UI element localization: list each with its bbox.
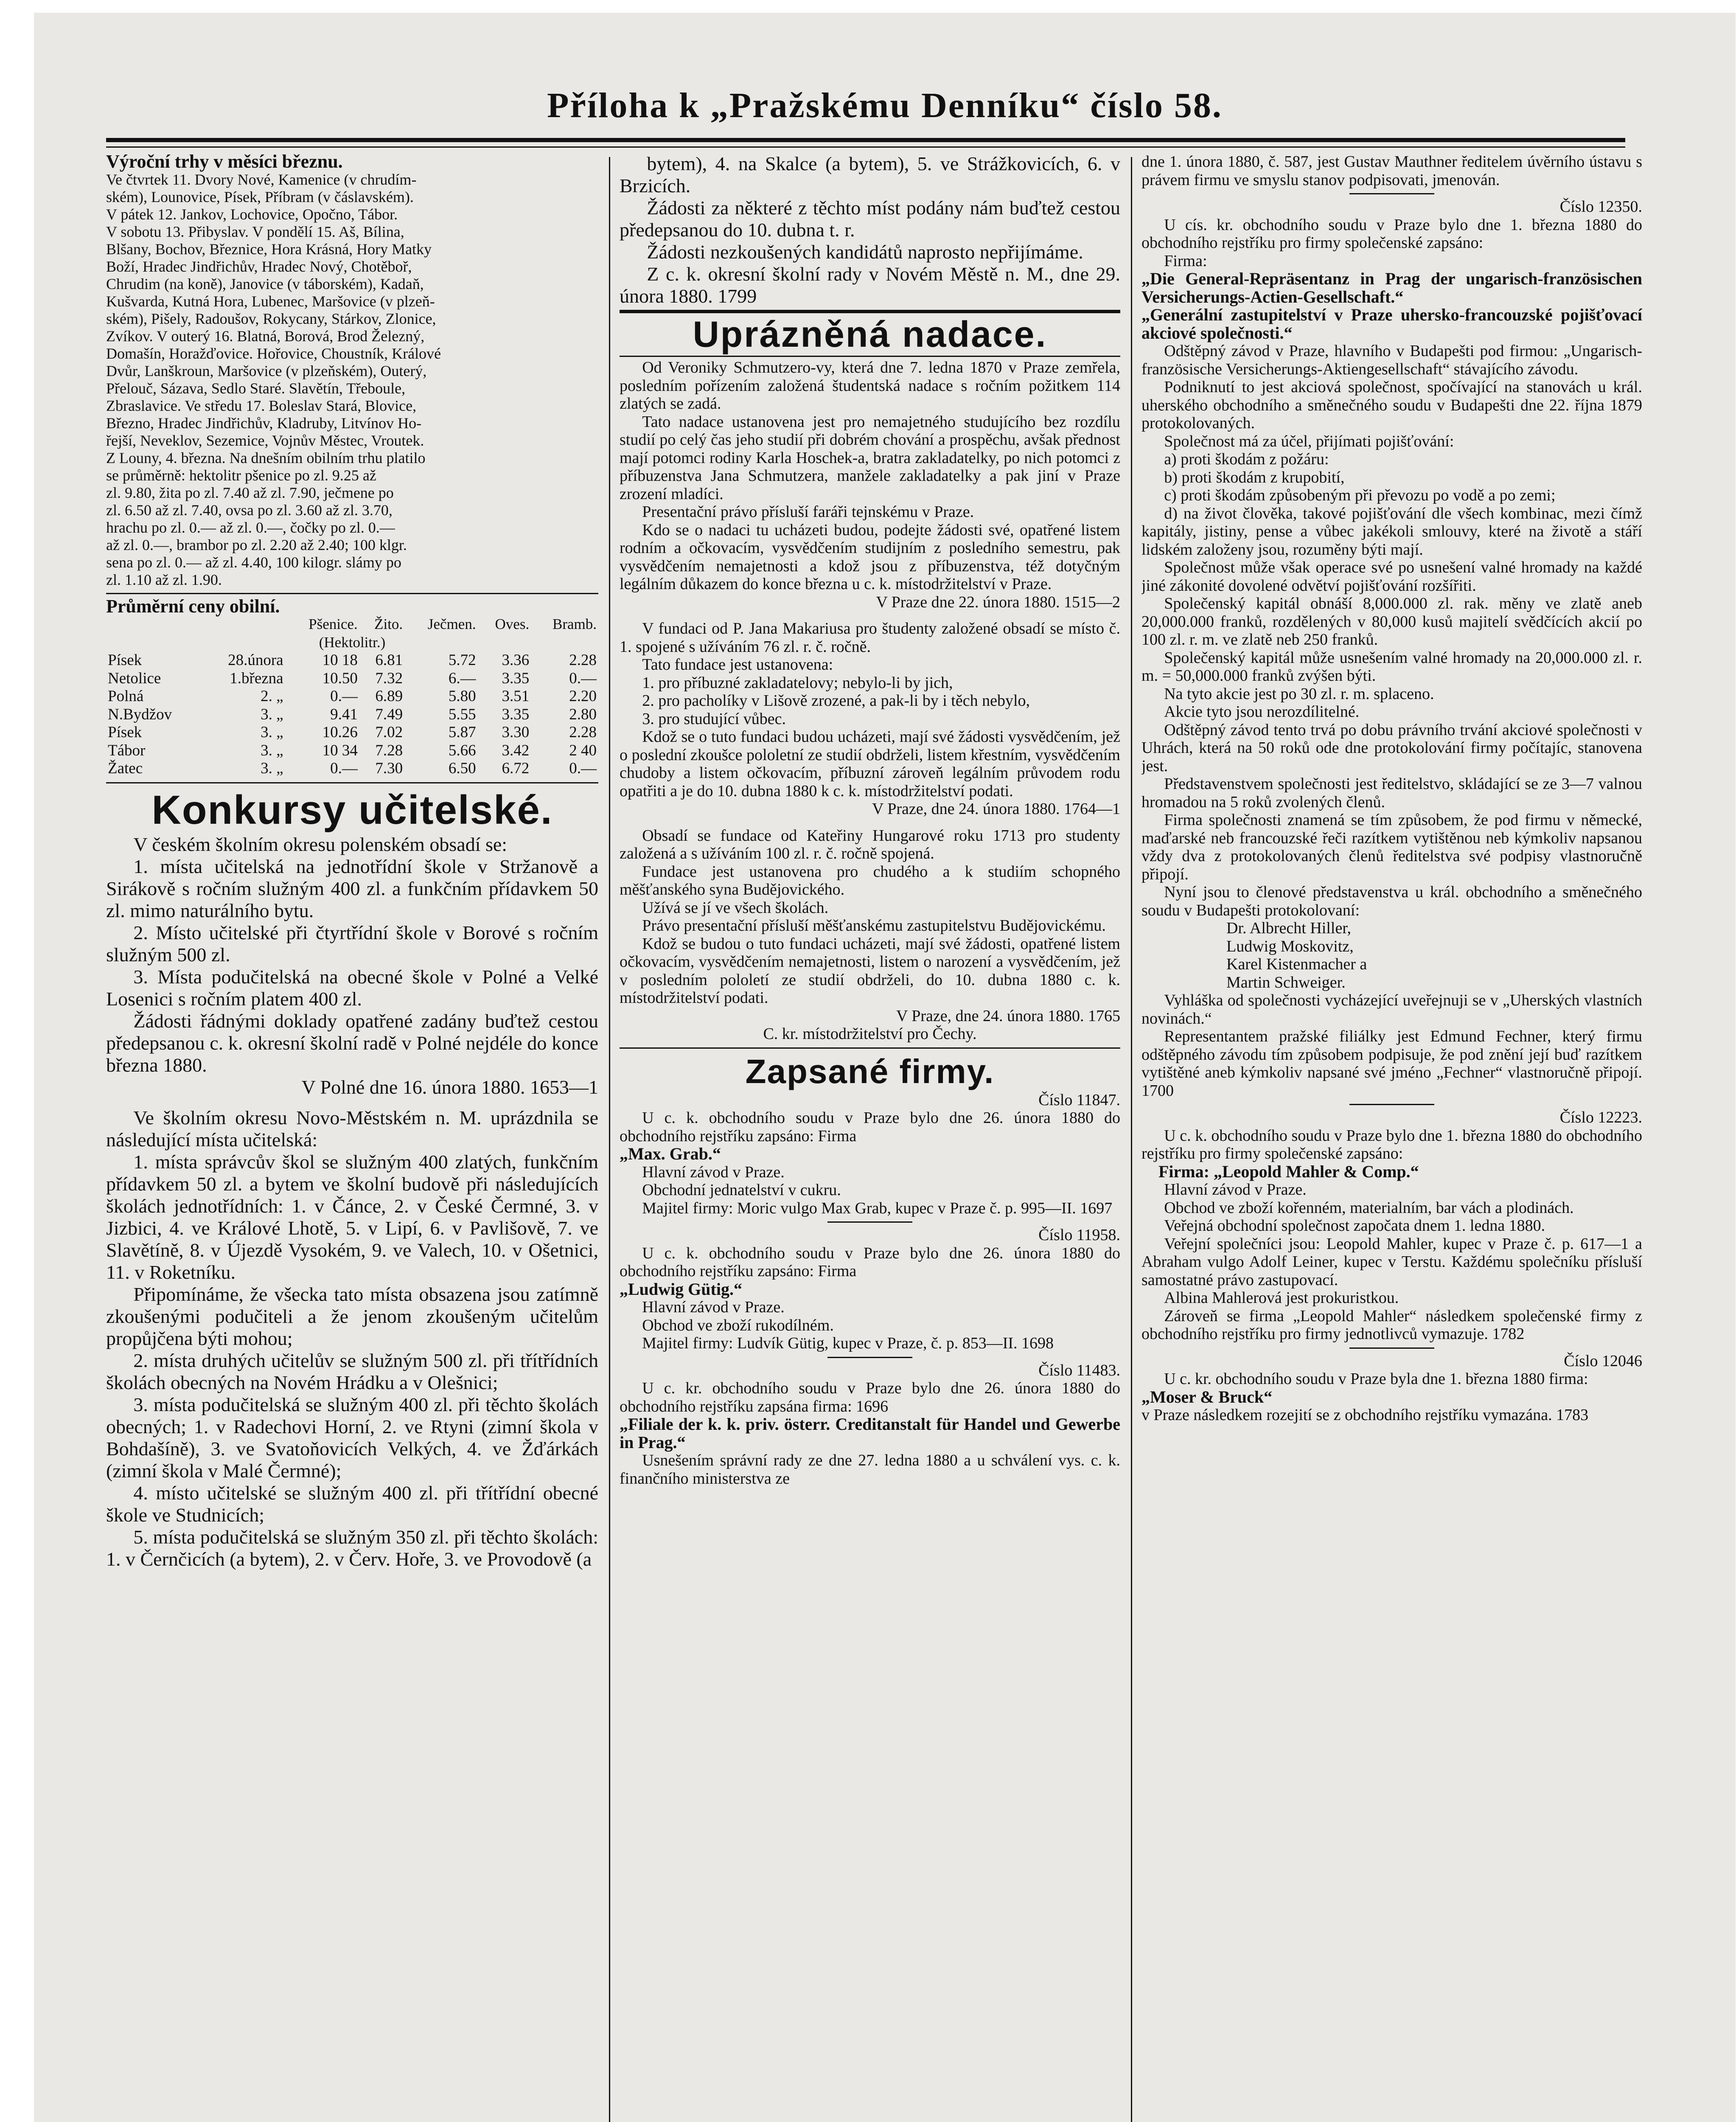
firm-name: „Ludwig Gütig.“ bbox=[620, 1279, 742, 1299]
paragraph: Představenstvem společnosti jest ředitelstvo, skládající se ze 3—7 valnou hromadou na 5 roků zvolených členů. bbox=[1141, 775, 1642, 811]
price-cell: 10.26 bbox=[322, 724, 358, 741]
masthead: Příloha k „Pražskému Denníku“ číslo 58. bbox=[547, 86, 1223, 125]
paragraph: v Praze následkem rozejití se z obchodního rejstříku vymazána. 1783 bbox=[1141, 1406, 1589, 1424]
paragraph: c) proti škodám způsobeným při převozu po vodě a po zemi; bbox=[1164, 486, 1556, 504]
paragraph: Kdož se budou o tuto fundaci ucházeti, mají své žádosti, opatřené listem očkovacím, vysvědčením nemajetnosti, listem o narození a vysvědčením, jež v posledním pololetí ze studií obdrželi, do 10. dubna 1880 c. k. místodržitelství podati. bbox=[620, 935, 1120, 1007]
nadace-title: Uprázněná nadace. bbox=[620, 310, 1120, 357]
paragraph: Vyhláška od společnosti vycházející uveřejnuji se v „Uherských vlastních novinách.“ bbox=[1141, 991, 1642, 1027]
paragraph: Hlavní závod v Praze. bbox=[642, 1163, 785, 1181]
column-divider bbox=[1131, 157, 1132, 2122]
paragraph: Firma společnosti znamená se tím způsobem, že pod firmu v německé, maďarské neb francouzské řeči razítkem vytištěnou neb kýmkoliv napsanou vždy dva z protokolovaných členů ředitelstva své podpisy vlastnoručně připojí. bbox=[1141, 811, 1642, 883]
column-2 bbox=[620, 153, 1120, 1488]
price-cell: 0.— bbox=[569, 669, 597, 687]
column-divider bbox=[609, 157, 610, 2122]
paragraph: Od Veroniky Schmutzero-vy, která dne 7. ledna 1870 v Praze zemřela, posledním pořízením založená študentská nadace s ročním požitkem 114 zlatých se zadá. bbox=[620, 359, 1120, 413]
masthead-rule-thin bbox=[106, 146, 1625, 148]
paragraph: dne 1. února 1880, č. 587, jest Gustav Mauthner ředitelem úvěrního ústavu s právem firmu ve smyslu stanov podpisovati, jmenován. bbox=[1141, 153, 1642, 189]
nadace-hungar-sign: V Praze, dne 24. února 1880. 1765 bbox=[896, 1007, 1120, 1025]
paragraph: Fundace jest ustanovena pro chudého a k studiím schopného měšťanského syna Budějovického. bbox=[620, 862, 1120, 898]
price-cell: 2.20 bbox=[569, 688, 597, 705]
market-line: Ve čtvrtek 11. Dvory Nové, Kamenice (v chrudím- bbox=[106, 171, 417, 188]
paragraph: Usnešením správní rady ze dne 27. ledna 1880 a u schválení vys. c. k. finančního ministerstva ze bbox=[620, 1451, 1120, 1488]
paragraph: 5. místa podučitelská se služným 350 zl. při těchto školách: 1. v Černčicích (a bytem), 2. v Červ. Hoře, 3. ve Provodově (a bbox=[106, 1526, 598, 1570]
creditanstalt-continuation bbox=[1141, 153, 1642, 189]
paragraph: U c. kr. obchodního soudu v Praze byla dne 1. března 1880 firma: bbox=[1164, 1370, 1588, 1388]
firm-name: Firma: „Leopold Mahler & Comp.“ bbox=[1158, 1162, 1419, 1181]
firm-entry-text bbox=[1141, 216, 1642, 270]
price-cell: 10 18 bbox=[322, 651, 358, 669]
firm-name-czech: „Generální zastupitelství v Praze uhersko-francouzské pojišťovací akciové společnosti.“ bbox=[1141, 305, 1642, 342]
price-table-header bbox=[106, 615, 598, 634]
price-row bbox=[106, 651, 598, 670]
price-column-header bbox=[106, 615, 202, 634]
board-member: Martin Schweiger. bbox=[1226, 973, 1346, 991]
paragraph: Firma: bbox=[1164, 252, 1207, 270]
price-cell: Písek bbox=[108, 724, 142, 741]
price-cell: 3.30 bbox=[502, 724, 530, 741]
paragraph: Společnost má za účel, přijímati pojišťování: bbox=[1164, 432, 1454, 450]
firmy-title: Zapsané firmy. bbox=[745, 1052, 995, 1090]
firm-number: Číslo 11847. bbox=[1038, 1091, 1120, 1109]
price-row bbox=[106, 724, 598, 742]
firm-entry-details bbox=[620, 1163, 1120, 1218]
market-line: Blšany, Bochov, Březnice, Hora Krásná, Hory Matky bbox=[106, 240, 432, 258]
konkursy-polna bbox=[106, 834, 598, 1076]
nadace-hungar bbox=[620, 827, 1120, 1007]
price-cell: 0.— bbox=[330, 760, 358, 777]
price-column-header: Žito. bbox=[374, 616, 403, 632]
market-line: Zvíkov. V outerý 16. Blatná, Borová, Brod Železný, bbox=[106, 327, 425, 345]
paragraph: Kdo se o nadaci tu ucházeti budou, podejte žádosti své, opatřené listem rodním a očkovacím, vysvědčením studijním z posledního semestru, pak vysvědčením nemajetnosti a kdož jsou z příbuzenstva, též dotyčným legálním důkazem do konce března u c. k. místodržitelství v Praze. bbox=[620, 521, 1120, 593]
firm-number: Číslo 12223. bbox=[1559, 1109, 1642, 1126]
firm-entry-text bbox=[620, 1379, 1120, 1415]
konkurs-continuation bbox=[620, 153, 1120, 263]
market-line: ském), Pišely, Radoušov, Rokycany, Stárkov, Zlonice, bbox=[106, 310, 436, 327]
paragraph: U cís. kr. obchodního soudu v Praze bylo dne 1. března 1880 do obchodního rejstříku pro firmy společenské zapsáno: bbox=[1141, 216, 1642, 252]
firm-entry-tail bbox=[1141, 991, 1642, 1100]
price-cell: 2.28 bbox=[569, 651, 597, 669]
nadace-makarius-sign: V Praze, dne 24. února 1880. 1764—1 bbox=[872, 800, 1120, 818]
price-cell: 3. „ bbox=[261, 741, 283, 759]
paragraph: V fundaci od P. Jana Makariusa pro študenty založené obsadí se místo č. 1. spojené s užíváním 76 zl. r. č. ročně. bbox=[620, 620, 1120, 656]
market-line: zl. 1.10 až zl. 1.90. bbox=[106, 571, 222, 588]
price-cell: Netolice bbox=[108, 669, 161, 687]
paragraph: b) proti škodám z krupobití, bbox=[1164, 468, 1345, 486]
paragraph: Podniknutí to jest akciová společnost, spočívající na stanovách u král. uherského obchodního a směnečného soudu v Budapešti dne 22. října 1879 protokolovaných. bbox=[1141, 378, 1642, 432]
price-cell: 1.března bbox=[230, 669, 283, 687]
nadace-schmutzer-sign: V Praze dne 22. února 1880. 1515—2 bbox=[876, 593, 1120, 611]
price-cell: 2 40 bbox=[569, 741, 597, 759]
market-line: Přelouč, Sázava, Sedlo Staré. Slavětín, Třeboule, bbox=[106, 379, 406, 397]
paragraph: Ve školním okresu Novo-Městském n. M. uprázdnila se následující místa učitelská: bbox=[106, 1106, 598, 1151]
paragraph: Obchod ve zboží rukodílném. bbox=[642, 1316, 834, 1334]
price-cell: 5.87 bbox=[448, 724, 476, 741]
paragraph: 2. pro pacholíky v Lišově zrozené, a pak-li by i těch nebylo, bbox=[642, 692, 1030, 710]
paragraph: a) proti škodám z požáru: bbox=[1164, 450, 1329, 468]
market-line: sena po zl. 0.— až zl. 4.40, 100 kilogr. slámy po bbox=[106, 553, 401, 571]
price-column-header bbox=[202, 615, 285, 634]
firm-entry-details bbox=[1141, 1181, 1642, 1343]
price-cell: 3.36 bbox=[502, 651, 530, 669]
price-cell: 6.72 bbox=[502, 760, 530, 777]
price-cell: 2.28 bbox=[569, 724, 597, 741]
paragraph: Žádosti za některé z těchto míst podány nám buďtež cestou předepsanou do 10. dubna t. r. bbox=[620, 197, 1120, 241]
price-cell: 7.02 bbox=[375, 724, 403, 741]
konkursy-polna-sign: V Polné dne 16. února 1880. 1653—1 bbox=[301, 1076, 598, 1098]
paragraph: U c. k. obchodního soudu v Praze bylo dne 26. února 1880 do obchodního rejstříku zapsáno: Firma bbox=[620, 1109, 1120, 1145]
price-cell: 2. „ bbox=[261, 688, 283, 705]
price-cell: 28.února bbox=[228, 651, 283, 669]
paragraph: bytem), 4. na Skalce (a bytem), 5. ve Strážkovicích, 6. v Brzicích. bbox=[620, 153, 1120, 196]
nadace-schmutzer bbox=[620, 359, 1120, 593]
paragraph: Majitel firmy: Ludvík Gütig, kupec v Praze, č. p. 853—II. 1698 bbox=[642, 1334, 1054, 1352]
market-line: hrachu po zl. 0.— až zl. 0.—, čočky po zl. 0.— bbox=[106, 519, 395, 536]
price-cell: Žatec bbox=[108, 760, 143, 777]
market-line: Chrudim (na koně), Janovice (v táborském), Kadaň, bbox=[106, 275, 424, 292]
price-cell: 6.— bbox=[448, 669, 476, 687]
market-line: Březno, Hradec Jindřichův, Kladruby, Litvínov Ho- bbox=[106, 414, 422, 432]
paragraph: Presentační právo přísluší faráři tejnskému v Praze. bbox=[642, 503, 974, 521]
market-line: Zbraslavice. Ve středu 17. Boleslav Stará, Blovice, bbox=[106, 397, 417, 414]
price-row bbox=[106, 688, 598, 706]
paragraph: U c. kr. obchodního soudu v Praze bylo dne 26. února 1880 do obchodního rejstříku zapsána firma: 1696 bbox=[620, 1379, 1120, 1415]
price-row bbox=[106, 670, 598, 688]
market-line: ském), Lounovice, Písek, Příbram (v čáslavském). bbox=[106, 188, 414, 205]
paragraph: 1. pro příbuzné zakladatelovy; nebylo-li by jich, bbox=[642, 674, 953, 692]
firm-name-german: „Die General-Repräsentanz in Prag der ungarisch-französischen Versicherungs-Actien-Gesellschaft.“ bbox=[1141, 269, 1642, 306]
price-cell: 3.42 bbox=[502, 741, 530, 759]
konkurs-sign: Z c. k. okresní školní rady v Novém Městě n. M., dne 29. února 1880. 1799 bbox=[620, 263, 1120, 307]
market-line: Domašín, Horažďovice. Hořovice, Choustník, Králové bbox=[106, 345, 441, 362]
price-cell: 7.49 bbox=[375, 705, 403, 723]
market-title: Výroční trhy v měsíci březnu. bbox=[106, 153, 343, 172]
price-column-header: Ječmen. bbox=[427, 616, 476, 632]
price-row bbox=[106, 706, 598, 724]
price-cell: 5.55 bbox=[448, 705, 476, 723]
market-line: Dvůr, Lanškroun, Maršovice (v plzeňském), Outerý, bbox=[106, 362, 427, 379]
market-report bbox=[106, 171, 598, 589]
board-member: Dr. Albrecht Hiller, bbox=[1226, 919, 1351, 937]
market-line: až zl. 0.—, brambor po zl. 2.20 až 2.40; 100 klgr. bbox=[106, 536, 407, 553]
firm-number: Číslo 11483. bbox=[1038, 1361, 1120, 1379]
paragraph: Tato nadace ustanovena jest pro nemajetného studujícího bez rozdílu studií po celý čas jeho studií při dobrém chování a prospěchu, avšak přednost mají potomci rodiny Karla Hoschek-a, bratra zakladatelky, po nich potomci z příbuzenstva Jana Schmutzera, manžele zakladatelky a pak jiní v Praze zrození mladíci. bbox=[620, 413, 1120, 503]
paragraph: 2. Místo učitelské při čtyrtřídní škole v Borové s ročním služným 500 zl. bbox=[106, 921, 598, 966]
paragraph: Užívá se jí ve všech školách. bbox=[642, 898, 829, 917]
price-cell: 3. „ bbox=[261, 724, 283, 741]
prices-title: Průměrní ceny obilní. bbox=[106, 595, 280, 617]
market-line: V sobotu 13. Přibyslav. V pondělí 15. Aš, Bílina, bbox=[106, 223, 404, 240]
paragraph: Hlavní závod v Praze. bbox=[642, 1298, 785, 1316]
market-line: Kušvarda, Kutná Hora, Lubenec, Maršovice (v plzeň- bbox=[106, 292, 435, 310]
firm-number: Číslo 12350. bbox=[1559, 198, 1642, 216]
price-cell: N.Bydžov bbox=[108, 705, 172, 723]
firm-entry-text bbox=[620, 1109, 1120, 1145]
paragraph: Společenský kapitál obnáší 8,000.000 zl. rak. měny ve zlatě aneb 20,000.000 franků, rozdělených v 80,000 kusů majitelí svědčících akcií po 100 zl. r. m. ve zlatě neb 250 franků. bbox=[1141, 595, 1642, 648]
paragraph: Akcie tyto jsou nerozdílitelné. bbox=[1164, 703, 1360, 721]
price-cell: 5.80 bbox=[448, 688, 476, 705]
divider bbox=[827, 1357, 912, 1358]
price-cell: 0.— bbox=[569, 760, 597, 777]
paragraph: Společnost může však operace své po usnešení valné hromady na každé jiné zákonité dovolené odvětví pojišťování rozšířiti. bbox=[1141, 559, 1642, 595]
price-cell: 6.81 bbox=[375, 651, 403, 669]
market-line: Boží, Hradec Jindřichův, Hradec Nový, Chotěboř, bbox=[106, 258, 412, 275]
masthead-rule bbox=[106, 138, 1625, 142]
paragraph: Připomínáme, že všecka tato místa obsazena jsou zatímně zkoušenými podučiteli a že jenom zkoušeným učitelům propůjčena býti mohou; bbox=[106, 1283, 598, 1349]
firm-name: „Moser & Bruck“ bbox=[1141, 1387, 1273, 1406]
firm-name: „Max. Grab.“ bbox=[620, 1144, 721, 1163]
firm-entry-details bbox=[1141, 342, 1642, 919]
price-column-header: Oves. bbox=[495, 616, 530, 632]
divider bbox=[106, 593, 598, 594]
board-member: Karel Kistenmacher a bbox=[1226, 955, 1367, 973]
firm-entry-text bbox=[1141, 1127, 1642, 1163]
paragraph: Žádosti řádnými doklady opatřené zadány buďtež cestou předepsanou c. k. okresní školní radě v Polné nejdéle do konce března 1880. bbox=[106, 1010, 598, 1076]
price-cell: 6.50 bbox=[448, 760, 476, 777]
paragraph: 3. pro studující vůbec. bbox=[642, 710, 786, 728]
price-cell: 3. „ bbox=[261, 760, 283, 777]
paragraph: Kdož se o tuto fundaci budou ucházeti, mají své žádosti vysvědčením, jež o poslední zkoušce pololetní ze studií obdrželi, listem křestním, vysvědčením chudoby a listem očkovacím, příbuzní zároveň legálním průvodem rodu opatřiti a je do 10. dubna 1880 k c. k. místodržitelství podati. bbox=[620, 728, 1120, 800]
market-line: V pátek 12. Jankov, Lochovice, Opočno, Tábor. bbox=[106, 205, 398, 223]
paragraph: Obchodní jednatelství v cukru. bbox=[642, 1181, 841, 1199]
price-table bbox=[106, 615, 598, 778]
paragraph: Právo presentační přísluší měšťanskému zastupitelstvu Budějovickému. bbox=[642, 917, 1106, 935]
paragraph: Tato fundace jest ustanovena: bbox=[642, 656, 833, 674]
firm-entry-text bbox=[1141, 1370, 1642, 1388]
price-cell: Tábor bbox=[108, 741, 146, 759]
market-line: řejší, Neveklov, Sezemice, Vojnův Městec, Vroutek. bbox=[106, 432, 424, 449]
divider bbox=[106, 782, 598, 783]
paragraph: V českém školním okresu polenském obsadí se: bbox=[133, 833, 508, 855]
konkursy-nove-mesto bbox=[106, 1107, 598, 1570]
paragraph: Žádosti nezkoušených kandidátů naprosto nepřijímáme. bbox=[647, 241, 1083, 263]
konkursy-title: Konkursy učitelské. bbox=[151, 787, 553, 833]
paragraph: Representantem pražské filiálky jest Edmund Fechner, který firmu odštěpného závodu tím způsobem podpisuje, že pod znění její buď razítkem vytištěné aneb kýmkoliv napsané své jméno „Fechner“ vlastnoručně připojí. 1700 bbox=[1141, 1027, 1642, 1100]
board-member: Ludwig Moskovitz, bbox=[1226, 937, 1354, 955]
paragraph: U c. k. obchodního soudu v Praze bylo dne 26. února 1880 do obchodního rejstříku zapsáno: Firma bbox=[620, 1244, 1120, 1280]
paragraph: Nyní jsou to členové představenstva u král. obchodního a směnečného soudu v Budapešti protokolovaní: bbox=[1141, 883, 1642, 919]
firm-entry-details bbox=[620, 1298, 1120, 1353]
paragraph: Veřejná obchodní společnost započata dnem 1. ledna 1880. bbox=[1164, 1217, 1545, 1235]
price-cell: 6.89 bbox=[375, 688, 403, 705]
divider bbox=[827, 1221, 912, 1223]
price-cell: Polná bbox=[108, 688, 144, 705]
paragraph: d) na život člověka, takové pojišťování dle všech kombinac, mezi čímž kapitály, jistiny, pense a vůbec jakékoli smlouvy, které na životě a stáří lidském založeny jsou, rozuměny býti mají. bbox=[1141, 504, 1642, 559]
firm-entry-details bbox=[1141, 1406, 1642, 1424]
paragraph: Obsadí se fundace od Kateřiny Hungarové roku 1713 pro studenty založená a s užíváním 100 zl. r. č. ročně spojená. bbox=[620, 826, 1120, 862]
paragraph: Na tyto akcie jest po 30 zl. r. m. splaceno. bbox=[1164, 685, 1434, 703]
paragraph: Společenský kapitál může usnešením valné hromady na 20,000.000 zl. r. m. = 50,000.000 franků zvýšen býti. bbox=[1141, 648, 1642, 685]
firm-entry-text bbox=[620, 1244, 1120, 1280]
firm-number: Číslo 12046 bbox=[1564, 1352, 1642, 1370]
paragraph: Odštěpný závod v Praze, hlavního v Budapešti pod firmou: „Ungarisch-französische Versicherungs-Aktiengesellschaft“ stávajícího závodu. bbox=[1141, 342, 1642, 378]
paragraph: U c. k. obchodního soudu v Praze bylo dne 1. března 1880 do obchodního rejstříku pro firmy společenské zapsáno: bbox=[1141, 1126, 1642, 1162]
market-line: se průměrně: hektolitr pšenice po zl. 9.25 až bbox=[106, 466, 376, 484]
nadace-hungar-authority: C. kr. místodržitelství pro Čechy. bbox=[763, 1025, 977, 1043]
column-1 bbox=[106, 153, 598, 1570]
column-3 bbox=[1141, 153, 1642, 1424]
board-members bbox=[1141, 919, 1642, 991]
price-cell: 3. „ bbox=[261, 705, 283, 723]
price-cell: 7.32 bbox=[375, 669, 403, 687]
paragraph: 2. místa druhých učitelův se služným 500 zl. při třítřídních školách obecných na Novém Hrádku a v Olešnici; bbox=[106, 1349, 598, 1393]
price-cell: 5.72 bbox=[448, 651, 476, 669]
market-line: zl. 9.80, žita po zl. 7.40 až zl. 7.90, ječmene po bbox=[106, 484, 394, 501]
divider bbox=[620, 1047, 1120, 1049]
paragraph: Odštěpný závod tento trvá po dobu právního trvání akciové společnosti v Uhrách, která na 50 roků ode dne protokolování firmy počítajíc, stanovena jest. bbox=[1141, 721, 1642, 775]
price-column-header: Pšenice. bbox=[308, 616, 358, 632]
price-cell: 7.30 bbox=[375, 760, 403, 777]
paragraph: Albina Mahlerová jest prokuristkou. bbox=[1164, 1289, 1399, 1307]
price-row bbox=[106, 742, 598, 760]
newspaper-page bbox=[34, 13, 1736, 2122]
market-line: zl. 6.50 až zl. 7.40, ovsa po zl. 3.60 až zl. 3.70, bbox=[106, 501, 393, 519]
paragraph: 3. místa podučitelská se služným 400 zl. při těchto školách obecných; 1. v Radechovi Horní, 2. ve Rtyni (zimní škola v Bohdašíně), 3. ve Svatoňovicích Velkých, 4. ve Žďárkách (zimní škola v Malé Čermné); bbox=[106, 1393, 598, 1482]
firm-name: „Filiale der k. k. priv. österr. Creditanstalt für Handel und Gewerbe in Prag.“ bbox=[620, 1415, 1120, 1452]
price-cell: 2.80 bbox=[569, 705, 597, 723]
price-cell: 3.51 bbox=[502, 688, 530, 705]
market-line: Z Louny, 4. března. Na dnešním obilním trhu platilo bbox=[106, 449, 426, 466]
price-column-header: Bramb. bbox=[552, 616, 597, 632]
paragraph: 4. místo učitelské se služným 400 zl. při třítřídní obecné škole ve Studnicích; bbox=[106, 1482, 598, 1526]
divider bbox=[1349, 193, 1434, 194]
price-cell: 9.41 bbox=[330, 705, 358, 723]
paragraph: 1. místa správcův škol se služným 400 zlatých, funkčním přídavkem 50 zl. a bytem ve školní budově při následujících školách jednotřídních: 1. v Čánce, 2. v České Čermné, 3. v Jizbici, 4. ve Králové Lhotě, 5. v Lipí, 6. v Pavlišově, 7. ve Slavětíně, 8. v Újezdě Vysokém, 9. ve Valech, 10. v Ošetnici, 11. v Roketníku. bbox=[106, 1151, 598, 1283]
price-cell: 5.66 bbox=[448, 741, 476, 759]
paragraph: Hlavní závod v Praze. bbox=[1164, 1181, 1307, 1199]
divider bbox=[1349, 1104, 1434, 1105]
firm-number: Číslo 11958. bbox=[1038, 1226, 1120, 1244]
paragraph: 1. místa učitelská na jednotřídní škole v Stržanově a Sirákově s ročním služným 400 zl. a funkčním přídavkem 50 zl. mimo naturálního bytu. bbox=[106, 855, 598, 921]
price-cell: 10.50 bbox=[322, 669, 358, 687]
paragraph: 3. Místa podučitelská na obecné škole v Polné a Velké Losenici s ročním platem 400 zl. bbox=[106, 966, 598, 1010]
price-unit: (Hektolitr.) bbox=[319, 634, 386, 651]
price-cell: 7.28 bbox=[375, 741, 403, 759]
nadace-makarius bbox=[620, 620, 1120, 800]
paragraph: Majitel firmy: Moric vulgo Max Grab, kupec v Praze č. p. 995—II. 1697 bbox=[642, 1199, 1113, 1217]
price-cell: 3.35 bbox=[502, 705, 530, 723]
paragraph: Zároveň se firma „Leopold Mahler“ následkem společenské firmy z obchodního rejstříku pro firmy jednotlivců vymazuje. 1782 bbox=[1141, 1307, 1642, 1343]
paragraph: Veřejní společníci jsou: Leopold Mahler, kupec v Praze č. p. 617—1 a Abraham vulgo Adolf Leiner, kupec v Terstu. Každému společníku přísluší samostatné právo zastupovací. bbox=[1141, 1235, 1642, 1289]
price-cell: 3.35 bbox=[502, 669, 530, 687]
price-row bbox=[106, 760, 598, 778]
paragraph: Obchod ve zboží kořenném, materialním, bar vách a plodinách. bbox=[1164, 1199, 1574, 1217]
firm-entry-details bbox=[620, 1451, 1120, 1488]
price-cell: 10 34 bbox=[322, 741, 358, 759]
divider bbox=[1349, 1347, 1434, 1349]
price-cell: 0.— bbox=[330, 688, 358, 705]
price-cell: Písek bbox=[108, 651, 142, 669]
